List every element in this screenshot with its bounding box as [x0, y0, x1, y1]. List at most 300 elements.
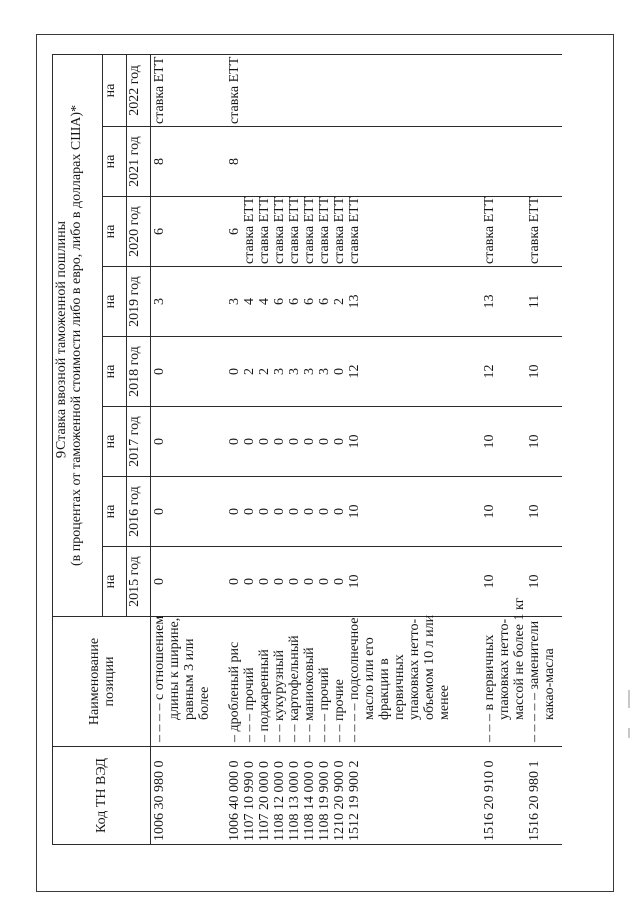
rate-value — [197, 549, 212, 614]
rate-value: 10 — [527, 504, 542, 519]
rate-value — [377, 57, 392, 124]
rate-value: 0 — [152, 508, 167, 515]
rate-value — [452, 339, 467, 404]
rate-value — [407, 199, 422, 264]
rate-value: ставка ЕТТ — [152, 56, 167, 124]
rate-value: 2 — [332, 298, 347, 305]
code-line — [392, 749, 407, 841]
rate-value — [437, 479, 452, 544]
scan-mark — [628, 690, 630, 708]
code-line — [377, 749, 392, 841]
rate-value — [542, 129, 557, 194]
rate-value — [407, 269, 422, 334]
name-line: длины к ширине, — [167, 617, 182, 720]
rate-value: 4 — [242, 298, 257, 305]
rate-value — [167, 339, 182, 404]
rate-value — [512, 199, 527, 264]
rate-value — [242, 129, 257, 194]
rate-value — [287, 57, 302, 124]
rate-value — [512, 339, 527, 404]
rate-value: 0 — [332, 438, 347, 445]
rate-value — [362, 409, 377, 474]
rate-value: 10 — [482, 434, 497, 449]
rate-value: 3 — [302, 368, 317, 375]
rate-value: 10 — [482, 574, 497, 589]
rate-value — [512, 129, 527, 194]
rate-value — [257, 129, 272, 194]
rate-value: 0 — [332, 508, 347, 515]
tariff-table — [52, 54, 562, 845]
rate-value: 0 — [272, 508, 287, 515]
rate-value: 3 — [287, 368, 302, 375]
year-bottom: 2020 год — [126, 197, 150, 267]
rate-value — [422, 269, 437, 334]
year-top: на — [102, 54, 126, 126]
rate-value — [422, 57, 437, 124]
rate-value — [437, 199, 452, 264]
name-line: упаковках нетто- — [497, 618, 512, 720]
rate-value — [392, 549, 407, 614]
rate-value: 8 — [152, 158, 167, 165]
name-line: первичных — [392, 654, 407, 720]
code-line: 1108 14 000 0 — [302, 761, 317, 841]
code-line: 1108 12 000 0 — [272, 761, 287, 841]
rate-value: 0 — [302, 508, 317, 515]
year-top: на — [102, 547, 126, 617]
rate-value: 0 — [242, 578, 257, 585]
rate-column-2018 — [151, 337, 563, 407]
code-line — [362, 749, 377, 841]
tariff-table-rotated — [52, 55, 612, 845]
name-line: – – – – с отношением — [152, 615, 167, 742]
rate-value: 0 — [257, 578, 272, 585]
code-line — [167, 749, 182, 841]
rate-value: 0 — [272, 578, 287, 585]
rate-value: 6 — [152, 228, 167, 235]
rate-value: 0 — [332, 578, 347, 585]
rate-value — [302, 57, 317, 124]
rate-value — [197, 339, 212, 404]
rate-value: 10 — [347, 574, 362, 589]
rate-value — [332, 57, 347, 124]
rate-value — [317, 129, 332, 194]
rate-value: 6 — [302, 298, 317, 305]
rate-value — [182, 269, 197, 334]
year-top: на — [102, 127, 126, 197]
rate-value: 8 — [227, 158, 242, 165]
rate-value: 10 — [527, 574, 542, 589]
rate-value — [392, 199, 407, 264]
code-line: 1006 30 980 0 — [152, 760, 167, 841]
year-bottom: 2017 год — [126, 407, 150, 477]
rate-value: 6 — [272, 298, 287, 305]
rate-value: 10 — [527, 364, 542, 379]
rate-value: 3 — [317, 368, 332, 375]
rate-value: 0 — [317, 508, 332, 515]
rate-value — [437, 339, 452, 404]
year-top: на — [102, 337, 126, 407]
rate-value: ставка ЕТТ — [482, 196, 497, 264]
rate-value — [467, 339, 482, 404]
rate-value — [167, 479, 182, 544]
rate-value: 12 — [482, 364, 497, 379]
rate-value — [182, 479, 197, 544]
rate-value: ставка ЕТТ — [287, 196, 302, 264]
rate-value: ставка ЕТТ — [332, 196, 347, 264]
rate-value — [497, 269, 512, 334]
rate-value — [542, 269, 557, 334]
rate-value — [497, 339, 512, 404]
rate-value — [437, 57, 452, 124]
name-line: – – маниоковый — [302, 647, 317, 742]
table-body-row — [151, 54, 563, 844]
code-line: 1107 10 990 0 — [242, 761, 257, 841]
name-line: равным 3 или — [182, 638, 197, 720]
rate-value — [452, 129, 467, 194]
code-line — [452, 749, 467, 841]
rate-value — [407, 409, 422, 474]
rate-value — [257, 57, 272, 124]
rate-value — [407, 129, 422, 194]
rate-value — [392, 479, 407, 544]
rate-value — [497, 549, 512, 614]
name-line — [212, 619, 227, 742]
rate-value: 0 — [152, 368, 167, 375]
rate-value: 3 — [152, 298, 167, 305]
name-column — [151, 597, 563, 747]
name-line: более — [197, 686, 212, 720]
code-line: 1516 20 910 0 — [482, 760, 497, 841]
code-line — [197, 749, 212, 841]
rate-value: 0 — [227, 578, 242, 585]
rate-value — [527, 129, 542, 194]
rate-value — [167, 549, 182, 614]
rate-value — [407, 549, 422, 614]
rate-value — [542, 409, 557, 474]
name-line — [467, 619, 482, 742]
rate-value: 2 — [257, 368, 272, 375]
rate-value: 0 — [227, 438, 242, 445]
year-top: на — [102, 477, 126, 547]
year-bottom: 2018 год — [126, 337, 150, 407]
code-line: 1107 20 000 0 — [257, 761, 272, 841]
code-line: 1108 19 900 0 — [317, 761, 332, 841]
rate-value — [422, 479, 437, 544]
header-code: Код ТН ВЭД — [53, 747, 151, 845]
rate-value — [197, 479, 212, 544]
code-line — [512, 749, 527, 841]
rate-value — [197, 57, 212, 124]
name-line: упаковках нетто- — [407, 618, 422, 720]
name-line: фракции в — [377, 658, 392, 720]
rate-value — [452, 57, 467, 124]
rate-value — [467, 549, 482, 614]
rate-value — [212, 129, 227, 194]
rate-value — [452, 409, 467, 474]
rate-value: 0 — [317, 578, 332, 585]
rate-value — [332, 129, 347, 194]
rate-value — [377, 129, 392, 194]
rate-value — [317, 57, 332, 124]
rate-value — [167, 57, 182, 124]
rate-value — [197, 199, 212, 264]
rate-value — [407, 479, 422, 544]
rate-value — [377, 199, 392, 264]
rate-value — [377, 549, 392, 614]
rate-value — [452, 199, 467, 264]
rate-value: 0 — [287, 508, 302, 515]
rate-value — [437, 409, 452, 474]
scan-mark — [628, 728, 630, 738]
rate-value: 6 — [227, 228, 242, 235]
rate-value: 0 — [287, 438, 302, 445]
rate-value — [362, 549, 377, 614]
rate-value — [542, 339, 557, 404]
rate-value — [407, 57, 422, 124]
rate-value — [212, 409, 227, 474]
rate-value — [362, 479, 377, 544]
rate-value: 0 — [152, 578, 167, 585]
rate-value — [542, 57, 557, 124]
rate-value: 12 — [347, 364, 362, 379]
name-line: – – прочие — [332, 679, 347, 742]
rate-value — [362, 269, 377, 334]
rate-value — [197, 269, 212, 334]
rate-column-2022 — [151, 54, 563, 126]
rate-value — [467, 129, 482, 194]
rate-value: 10 — [347, 434, 362, 449]
rate-value — [392, 129, 407, 194]
rate-value — [362, 199, 377, 264]
rate-value — [362, 129, 377, 194]
rate-value: 0 — [242, 508, 257, 515]
rate-value: 4 — [257, 298, 272, 305]
rate-value — [497, 479, 512, 544]
year-bottom: 2015 год — [126, 547, 150, 617]
code-line — [422, 749, 437, 841]
code-line: 1006 40 000 0 — [227, 760, 242, 841]
rate-value — [167, 269, 182, 334]
rate-value — [527, 57, 542, 124]
rate-value — [542, 199, 557, 264]
rate-value — [182, 409, 197, 474]
name-line: – поджаренный — [257, 649, 272, 742]
rate-value: ставка ЕТТ — [302, 196, 317, 264]
rate-value: ставка ЕТТ — [527, 196, 542, 264]
name-line: – – картофельный — [287, 635, 302, 742]
rate-value: 13 — [482, 294, 497, 309]
rate-value: 3 — [272, 368, 287, 375]
code-line — [542, 749, 557, 841]
rate-value — [212, 57, 227, 124]
code-column — [151, 747, 563, 845]
year-bottom: 2019 год — [126, 267, 150, 337]
code-line — [467, 749, 482, 841]
rate-value — [377, 269, 392, 334]
rate-value — [212, 199, 227, 264]
code-line — [407, 749, 422, 841]
rate-value — [497, 409, 512, 474]
rate-value — [437, 129, 452, 194]
header-rate — [53, 54, 103, 616]
rate-value — [512, 269, 527, 334]
year-top: на — [102, 407, 126, 477]
rate-value: ставка ЕТТ — [317, 196, 332, 264]
rate-value — [497, 199, 512, 264]
name-line: – – кукурузный — [272, 650, 287, 742]
rate-value — [437, 549, 452, 614]
rate-value — [347, 57, 362, 124]
rate-value — [272, 129, 287, 194]
header-name: Наименование позиции — [53, 617, 151, 747]
rate-value — [212, 339, 227, 404]
rate-value: 0 — [227, 508, 242, 515]
rate-value: 0 — [257, 508, 272, 515]
rate-value — [452, 269, 467, 334]
name-line: объемом 10 л или — [422, 614, 437, 720]
rate-value — [482, 129, 497, 194]
rate-value — [512, 57, 527, 124]
name-line: массой не более 1 кг — [512, 597, 527, 720]
rate-value: 6 — [287, 298, 302, 305]
rate-value — [212, 479, 227, 544]
page-number: 9 — [53, 450, 70, 459]
rate-value: 2 — [242, 368, 257, 375]
year-bottom: 2021 год — [126, 127, 150, 197]
rate-value — [362, 339, 377, 404]
name-line: – – – в первичных — [482, 634, 497, 742]
rate-value — [212, 269, 227, 334]
rate-value — [422, 549, 437, 614]
code-line: 1512 19 900 2 — [347, 760, 362, 841]
code-line — [437, 749, 452, 841]
rate-value — [542, 549, 557, 614]
rate-column-2021 — [151, 127, 563, 197]
rate-value — [182, 199, 197, 264]
rate-value — [347, 129, 362, 194]
rate-value: 0 — [332, 368, 347, 375]
header-rate-line-2: (в процентах от таможенной стоимости либо в евро, либо в долларах США)* — [69, 104, 84, 566]
rate-value — [197, 409, 212, 474]
rate-value — [392, 57, 407, 124]
rate-value: 10 — [347, 504, 362, 519]
rate-value — [482, 57, 497, 124]
rate-value — [182, 57, 197, 124]
year-top: на — [102, 267, 126, 337]
rate-value — [302, 129, 317, 194]
name-line — [452, 619, 467, 742]
rate-value: ставка ЕТТ — [347, 196, 362, 264]
rate-value: 3 — [227, 298, 242, 305]
rate-value — [407, 339, 422, 404]
rate-value — [422, 129, 437, 194]
rate-value — [542, 479, 557, 544]
rate-value: 0 — [242, 438, 257, 445]
rate-value: 0 — [227, 368, 242, 375]
rate-value — [377, 409, 392, 474]
rate-value: ставка ЕТТ — [227, 56, 242, 124]
rate-value — [392, 409, 407, 474]
name-line: масло или его — [362, 637, 377, 720]
rate-value — [452, 479, 467, 544]
rate-value — [272, 57, 287, 124]
rate-value: 0 — [302, 578, 317, 585]
year-bottom: 2016 год — [126, 477, 150, 547]
rate-value: ставка ЕТТ — [242, 196, 257, 264]
rate-column-2020 — [151, 197, 563, 267]
rate-value: 0 — [272, 438, 287, 445]
rate-value: ставка ЕТТ — [257, 196, 272, 264]
code-line: 1210 20 900 0 — [332, 760, 347, 841]
rate-value — [512, 479, 527, 544]
rate-value — [182, 549, 197, 614]
code-line: 1516 20 980 1 — [527, 760, 542, 841]
rate-value: 10 — [527, 434, 542, 449]
rate-value — [467, 409, 482, 474]
name-line: – – – прочий — [242, 667, 257, 742]
rate-value — [467, 479, 482, 544]
code-line — [497, 749, 512, 841]
rate-value: 0 — [287, 578, 302, 585]
rate-value — [422, 409, 437, 474]
rate-value — [437, 269, 452, 334]
rate-value — [392, 269, 407, 334]
year-top: на — [102, 197, 126, 267]
name-line: – – – прочий — [317, 667, 332, 742]
rate-value: 0 — [317, 438, 332, 445]
rate-value — [182, 129, 197, 194]
rate-column-2017 — [151, 407, 563, 477]
rate-value — [182, 339, 197, 404]
name-line: – – – – – заменители — [527, 620, 542, 742]
rate-value — [497, 57, 512, 124]
rate-value: 0 — [302, 438, 317, 445]
year-bottom: 2022 год — [126, 54, 150, 126]
rate-value: 0 — [152, 438, 167, 445]
code-line — [212, 749, 227, 841]
rate-value: ставка ЕТТ — [272, 196, 287, 264]
rate-value — [422, 339, 437, 404]
rate-value — [377, 339, 392, 404]
rate-column-2019 — [151, 267, 563, 337]
rate-value — [362, 57, 377, 124]
rate-value — [287, 129, 302, 194]
name-line: – дробленый рис — [227, 641, 242, 742]
name-line: какао-масла — [542, 648, 557, 720]
rate-value: 11 — [527, 294, 542, 309]
rate-value: 13 — [347, 294, 362, 309]
rate-value: 0 — [257, 438, 272, 445]
rate-value — [377, 479, 392, 544]
code-line: 1108 13 000 0 — [287, 761, 302, 841]
rate-value — [512, 409, 527, 474]
rate-value — [167, 129, 182, 194]
rate-value — [392, 339, 407, 404]
rate-value — [452, 549, 467, 614]
name-line: менее — [437, 685, 452, 720]
header-rate-line-1: Ставка ввозной таможенной пошлины — [54, 220, 69, 450]
rate-value — [167, 199, 182, 264]
rate-value — [467, 269, 482, 334]
rate-value — [197, 129, 212, 194]
rate-value: 10 — [482, 504, 497, 519]
code-line — [182, 749, 197, 841]
rate-column-2016 — [151, 477, 563, 547]
name-line: – – – – подсолнечное — [347, 617, 362, 742]
header-row-top — [53, 54, 103, 844]
rate-value — [467, 199, 482, 264]
rate-value — [242, 57, 257, 124]
